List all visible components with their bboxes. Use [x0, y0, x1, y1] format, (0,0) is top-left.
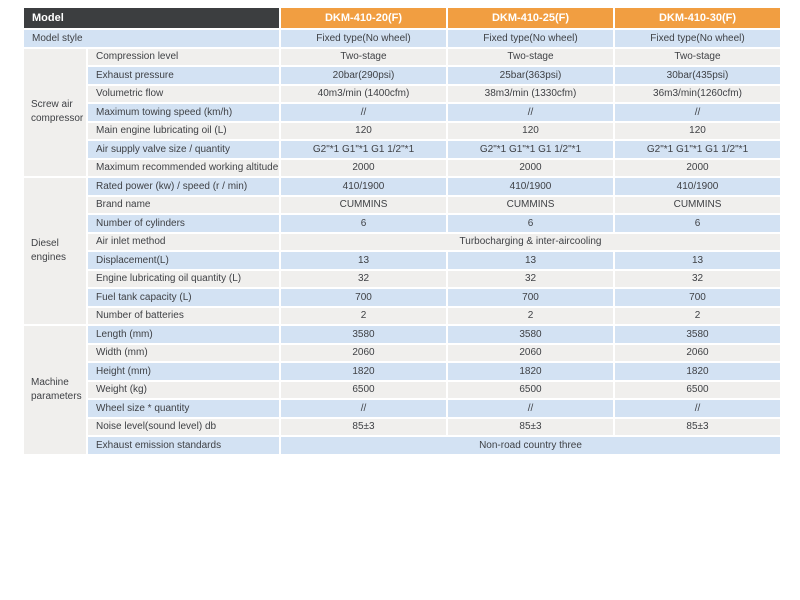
model-header-cell: Model — [24, 8, 279, 28]
param-label-cell: Compression level — [88, 49, 279, 66]
spec-row — [24, 104, 780, 121]
model-style-value-cell: Fixed type(No wheel) — [448, 30, 613, 47]
value-cell: 6500 — [448, 382, 613, 399]
param-label-cell: Wheel size * quantity — [88, 400, 279, 417]
value-cell: 2 — [448, 308, 613, 325]
value-cell: 6 — [615, 215, 780, 232]
value-cell: 38m3/min (1330cfm) — [448, 86, 613, 103]
value-cell: CUMMINS — [448, 197, 613, 214]
span-value-cell: Turbocharging & inter-aircooling — [281, 234, 780, 251]
value-cell: G2"*1 G1"*1 G1 1/2"*1 — [281, 141, 446, 158]
value-cell: 120 — [448, 123, 613, 140]
value-cell: 700 — [448, 289, 613, 306]
param-label-cell: Maximum towing speed (km/h) — [88, 104, 279, 121]
value-cell: 13 — [615, 252, 780, 269]
param-label-cell: Exhaust emission standards — [88, 437, 279, 454]
param-label-cell: Fuel tank capacity (L) — [88, 289, 279, 306]
spec-row — [24, 308, 780, 325]
value-cell: 2060 — [615, 345, 780, 362]
value-cell: 410/1900 — [281, 178, 446, 195]
param-label-cell: Maximum recommended working altitude — [88, 160, 279, 177]
spec-row — [24, 234, 780, 251]
param-label-cell: Exhaust pressure — [88, 67, 279, 84]
model-style-value-cell: Fixed type(No wheel) — [281, 30, 446, 47]
value-cell: 3580 — [281, 326, 446, 343]
spec-row — [24, 326, 780, 343]
value-cell: 410/1900 — [615, 178, 780, 195]
spec-row — [24, 178, 780, 195]
value-cell: Two-stage — [615, 49, 780, 66]
spec-row — [24, 67, 780, 84]
column-header-dkm-410-30f: DKM-410-30(F) — [615, 8, 780, 28]
value-cell: 85±3 — [448, 419, 613, 436]
value-cell: G2"*1 G1"*1 G1 1/2"*1 — [615, 141, 780, 158]
value-cell: 2060 — [448, 345, 613, 362]
model-style-label-cell: Model style — [24, 30, 279, 47]
spec-row — [24, 252, 780, 269]
value-cell: 700 — [615, 289, 780, 306]
spec-row — [24, 345, 780, 362]
param-label-cell: Engine lubricating oil quantity (L) — [88, 271, 279, 288]
spec-row — [24, 289, 780, 306]
spec-row — [24, 271, 780, 288]
param-label-cell: Air inlet method — [88, 234, 279, 251]
column-header-dkm-410-25f: DKM-410-25(F) — [448, 8, 613, 28]
spec-row — [24, 437, 780, 454]
value-cell: 20bar(290psi) — [281, 67, 446, 84]
spec-row — [24, 363, 780, 380]
value-cell: 32 — [448, 271, 613, 288]
value-cell: 36m3/min(1260cfm) — [615, 86, 780, 103]
value-cell: 700 — [281, 289, 446, 306]
compressor-spec-table — [22, 6, 782, 456]
param-label-cell: Air supply valve size / quantity — [88, 141, 279, 158]
value-cell: 13 — [281, 252, 446, 269]
model-style-value-cell: Fixed type(No wheel) — [615, 30, 780, 47]
value-cell: 25bar(363psi) — [448, 67, 613, 84]
param-label-cell: Weight (kg) — [88, 382, 279, 399]
value-cell: 1820 — [615, 363, 780, 380]
value-cell: 2060 — [281, 345, 446, 362]
value-cell: 13 — [448, 252, 613, 269]
value-cell: 2000 — [281, 160, 446, 177]
value-cell: // — [448, 400, 613, 417]
value-cell: 410/1900 — [448, 178, 613, 195]
spec-row — [24, 30, 780, 47]
value-cell: 6500 — [281, 382, 446, 399]
group-label-cell: Screw air compressor — [24, 49, 86, 177]
value-cell: Two-stage — [448, 49, 613, 66]
value-cell: 32 — [615, 271, 780, 288]
header-row — [24, 8, 780, 28]
value-cell: G2"*1 G1"*1 G1 1/2"*1 — [448, 141, 613, 158]
value-cell: CUMMINS — [281, 197, 446, 214]
param-label-cell: Main engine lubricating oil (L) — [88, 123, 279, 140]
span-value-cell: Non-road country three — [281, 437, 780, 454]
value-cell: 6 — [448, 215, 613, 232]
spec-row — [24, 197, 780, 214]
value-cell: 6500 — [615, 382, 780, 399]
spec-row — [24, 419, 780, 436]
spec-table-body — [24, 30, 780, 454]
spec-row — [24, 400, 780, 417]
param-label-cell: Number of batteries — [88, 308, 279, 325]
group-label-cell: Diesel engines — [24, 178, 86, 324]
value-cell: 85±3 — [281, 419, 446, 436]
value-cell: 2 — [615, 308, 780, 325]
value-cell: // — [281, 104, 446, 121]
spec-row — [24, 215, 780, 232]
value-cell: 32 — [281, 271, 446, 288]
spec-row — [24, 141, 780, 158]
spec-row — [24, 86, 780, 103]
spec-row — [24, 123, 780, 140]
value-cell: 2 — [281, 308, 446, 325]
param-label-cell: Rated power (kw) / speed (r / min) — [88, 178, 279, 195]
column-header-dkm-410-20f: DKM-410-20(F) — [281, 8, 446, 28]
param-label-cell: Length (mm) — [88, 326, 279, 343]
value-cell: 2000 — [615, 160, 780, 177]
param-label-cell: Number of cylinders — [88, 215, 279, 232]
value-cell: // — [615, 104, 780, 121]
value-cell: 6 — [281, 215, 446, 232]
value-cell: 3580 — [448, 326, 613, 343]
value-cell: 40m3/min (1400cfm) — [281, 86, 446, 103]
param-label-cell: Brand name — [88, 197, 279, 214]
value-cell: 1820 — [281, 363, 446, 380]
value-cell: 85±3 — [615, 419, 780, 436]
param-label-cell: Noise level(sound level) db — [88, 419, 279, 436]
spec-row — [24, 160, 780, 177]
value-cell: // — [281, 400, 446, 417]
value-cell: 2000 — [448, 160, 613, 177]
group-label-cell: Machine parameters — [24, 326, 86, 454]
value-cell: 1820 — [448, 363, 613, 380]
spec-row — [24, 49, 780, 66]
param-label-cell: Height (mm) — [88, 363, 279, 380]
param-label-cell: Displacement(L) — [88, 252, 279, 269]
value-cell: Two-stage — [281, 49, 446, 66]
param-label-cell: Volumetric flow — [88, 86, 279, 103]
spec-row — [24, 382, 780, 399]
value-cell: // — [448, 104, 613, 121]
value-cell: 120 — [281, 123, 446, 140]
value-cell: 30bar(435psi) — [615, 67, 780, 84]
value-cell: CUMMINS — [615, 197, 780, 214]
value-cell: // — [615, 400, 780, 417]
param-label-cell: Width (mm) — [88, 345, 279, 362]
value-cell: 120 — [615, 123, 780, 140]
value-cell: 3580 — [615, 326, 780, 343]
